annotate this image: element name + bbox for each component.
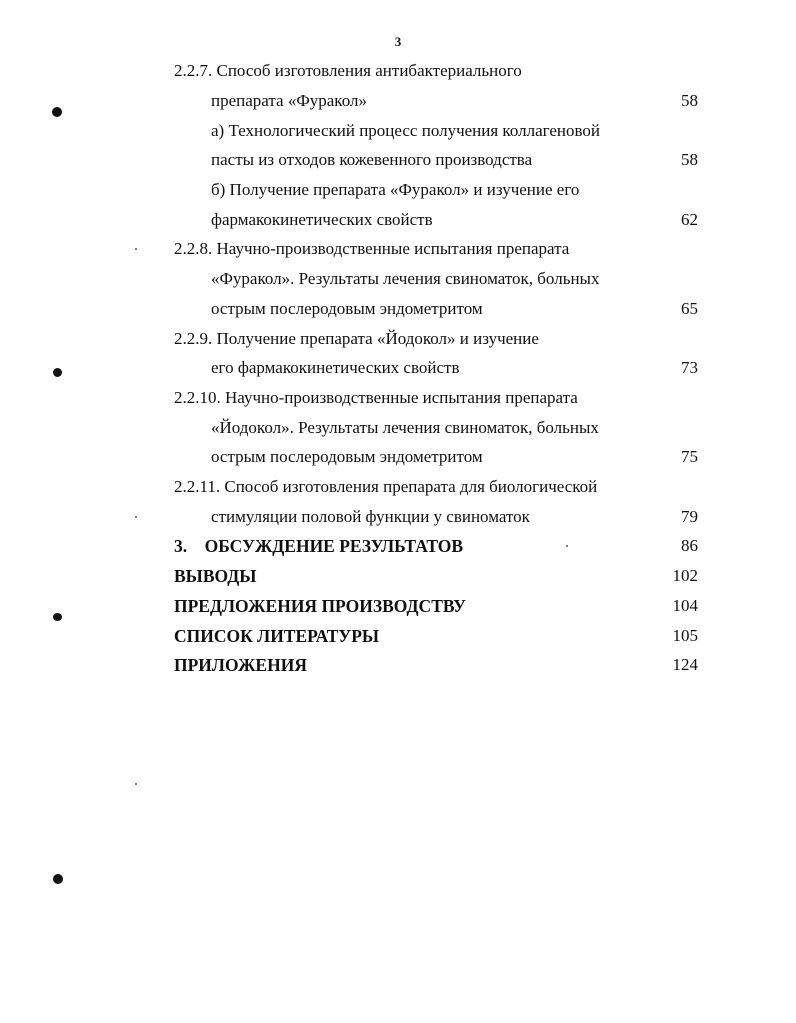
toc-line: пасты из отходов кожевенного производства	[211, 150, 533, 169]
scan-speck	[135, 248, 137, 250]
toc-line: 2.2.9. Получение препарата «Йодокол» и изучение	[174, 329, 539, 348]
toc-line: его фармакокинетических свойств	[211, 358, 460, 377]
toc-page-number: 86	[681, 536, 698, 555]
toc-line: «Фуракол». Результаты лечения свиноматок, больных	[211, 269, 600, 288]
toc-section-heading: ПРЕДЛОЖЕНИЯ ПРОИЗВОДСТВУ	[174, 596, 466, 616]
page-number: 3	[394, 34, 402, 49]
toc-line: стимуляции половой функции у свиноматок	[211, 507, 530, 526]
scan-speck	[566, 545, 568, 547]
toc-line: 2.2.8. Научно-производственные испытания препарата	[174, 239, 570, 258]
toc-line: б) Получение препарата «Фуракол» и изучение его	[211, 180, 580, 199]
toc-page-number: 62	[681, 210, 698, 229]
binder-hole-mark	[53, 613, 62, 621]
toc-page-number: 73	[681, 358, 698, 377]
toc-line: фармакокинетических свойств	[211, 210, 433, 229]
toc-page-number: 124	[672, 655, 698, 674]
toc-section-heading: СПИСОК ЛИТЕРАТУРЫ	[174, 626, 380, 646]
toc-line: а) Технологический процесс получения коллагеновой	[211, 121, 601, 140]
toc-line: острым послеродовым эндометритом	[211, 299, 483, 318]
toc-page-number: 58	[681, 91, 698, 110]
toc-line: препарата «Фуракол»	[211, 91, 367, 110]
toc-line: 2.2.7. Способ изготовления антибактериального	[174, 61, 522, 80]
scan-speck	[135, 783, 137, 785]
binder-hole-mark	[53, 874, 63, 884]
toc-line: 2.2.11. Способ изготовления препарата для биологической	[174, 477, 598, 496]
toc-page-number: 75	[681, 447, 698, 466]
scan-speck	[135, 516, 137, 518]
toc-page-number: 105	[672, 626, 698, 645]
toc-line: «Йодокол». Результаты лечения свиноматок, больных	[211, 418, 599, 437]
toc-section-heading: ПРИЛОЖЕНИЯ	[174, 655, 307, 675]
toc-section-heading: ВЫВОДЫ	[174, 566, 257, 586]
toc-page-number: 79	[681, 507, 698, 526]
toc-page-number: 58	[681, 150, 698, 169]
toc-page-number: 102	[672, 566, 698, 585]
toc-page-number: 65	[681, 299, 698, 318]
binder-hole-mark	[52, 107, 62, 117]
toc-line: 2.2.10. Научно-производственные испытания препарата	[174, 388, 578, 407]
toc-line: острым послеродовым эндометритом	[211, 447, 483, 466]
toc-section-heading: 3. ОБСУЖДЕНИЕ РЕЗУЛЬТАТОВ	[174, 536, 464, 556]
toc-page-number: 104	[672, 596, 698, 615]
binder-hole-mark	[53, 368, 62, 377]
